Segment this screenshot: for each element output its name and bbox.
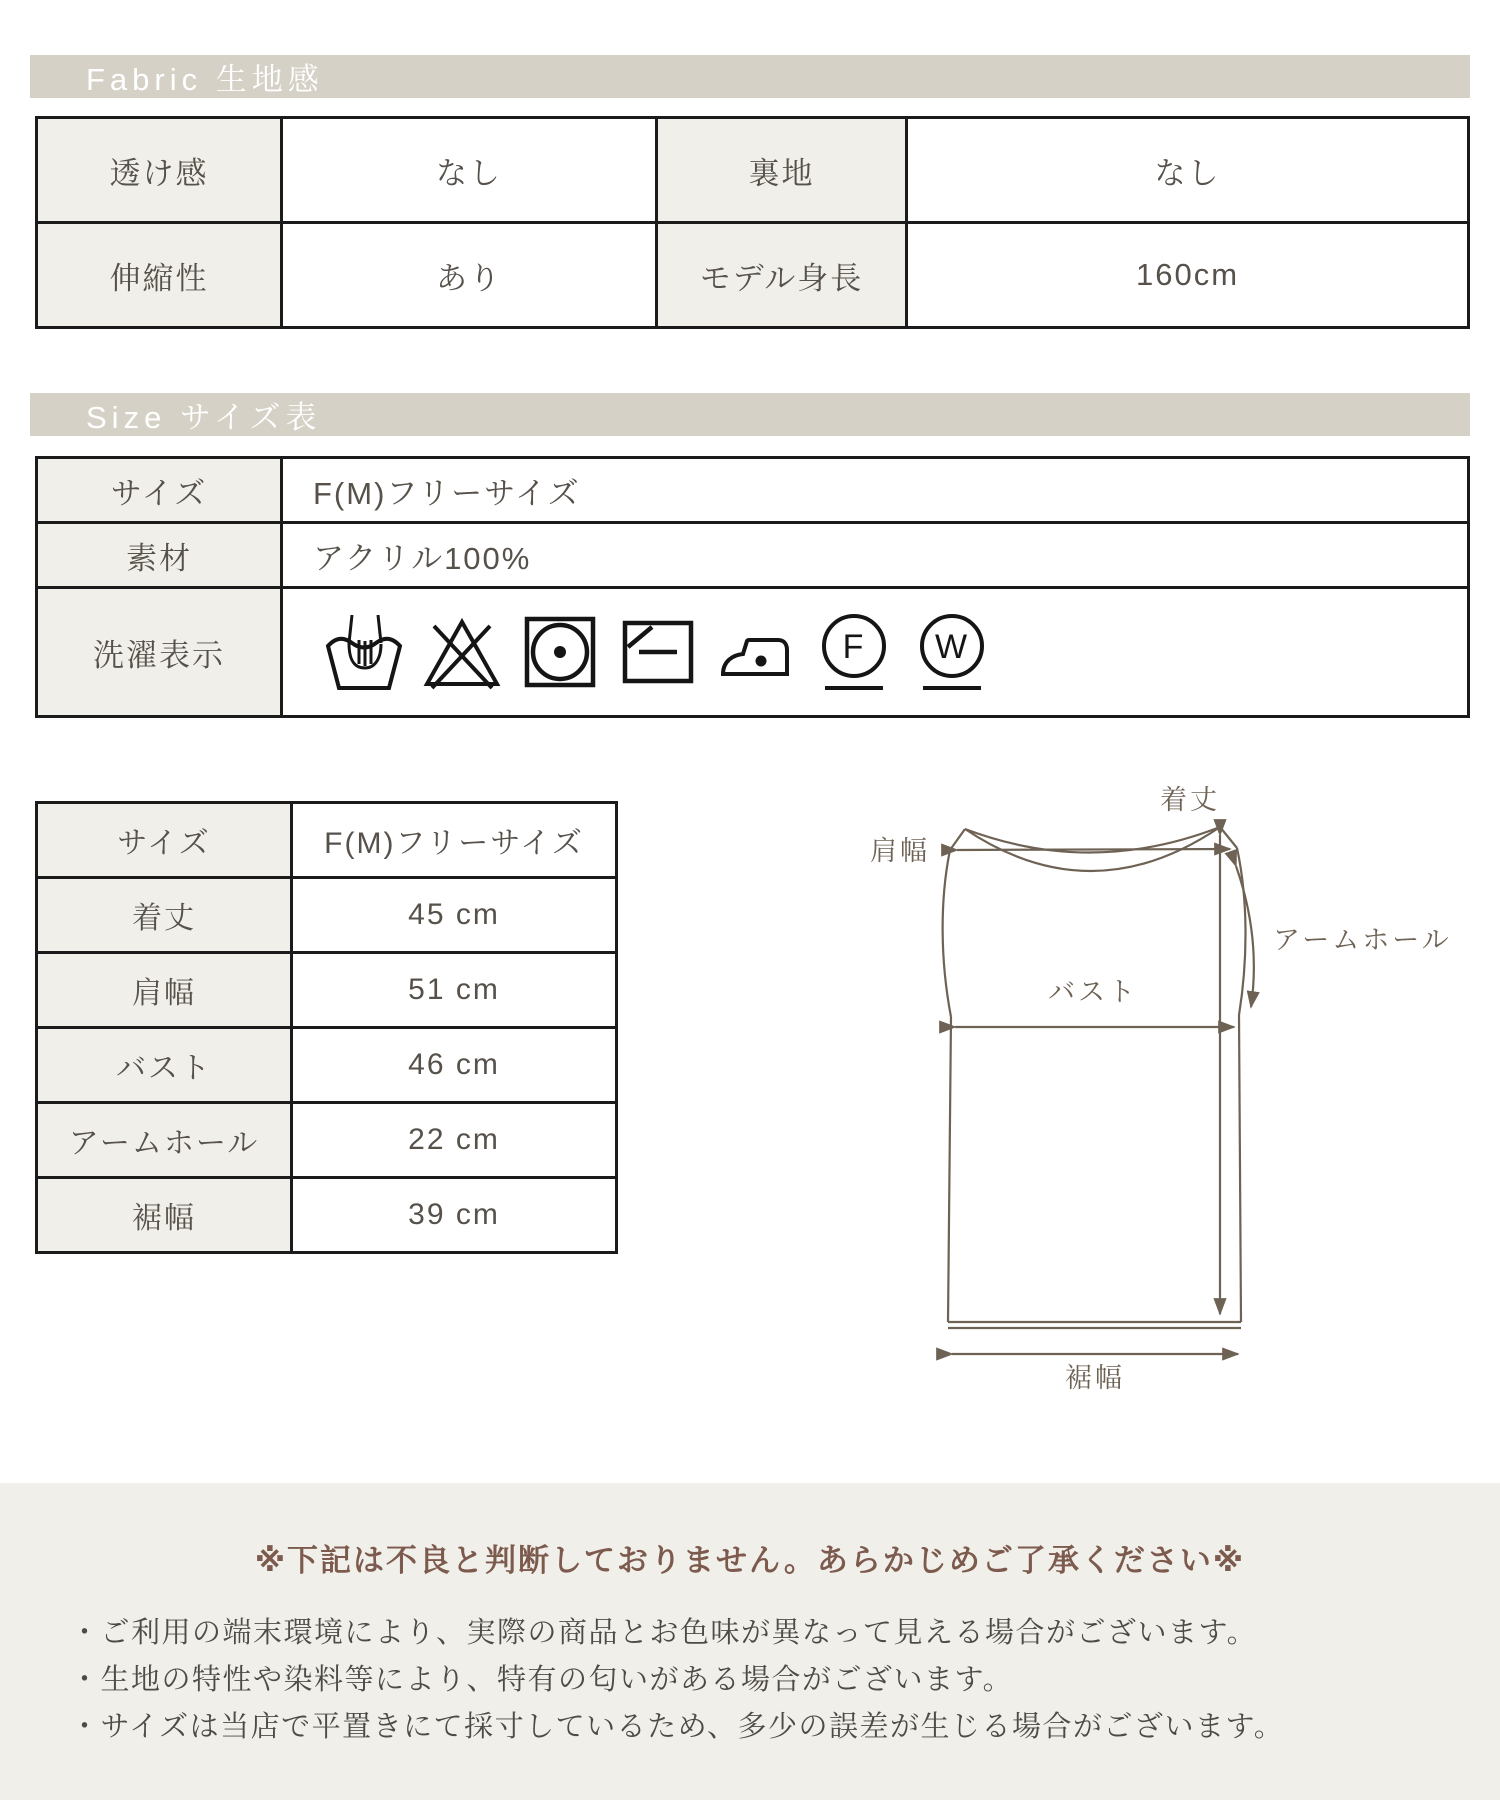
measure-value: 45 cm — [292, 878, 617, 953]
size-info-value: F(M)フリーサイズ — [282, 458, 1469, 523]
laundry-care-icons — [313, 610, 1466, 694]
fabric-table — [35, 116, 1470, 329]
measure-header-label: サイズ — [37, 803, 292, 878]
disclaimer-title: ※下記は不良と判断しておりません。あらかじめご了承ください※ — [254, 1543, 1246, 1578]
tumble-dry-low-icon — [519, 610, 601, 694]
garment-measurement-diagram — [800, 709, 1460, 1409]
left-shoulder-edge — [950, 829, 965, 850]
measure-value: 51 cm — [292, 953, 617, 1028]
svg-text:W: W — [934, 628, 970, 666]
measure-value: 39 cm — [292, 1178, 617, 1253]
fabric-row-label: 透け感 — [37, 118, 282, 223]
table-row — [37, 953, 617, 1028]
table-row — [37, 1028, 617, 1103]
table-row — [37, 118, 1469, 223]
diagram-label-hem: 裾幅 — [1065, 1363, 1125, 1393]
fabric-section-header — [30, 55, 1470, 98]
disclaimer-list — [0, 1610, 1500, 1751]
measure-value: 46 cm — [292, 1028, 617, 1103]
diagram-label-bust: バスト — [1048, 977, 1138, 1007]
fabric-row-value: なし — [282, 118, 657, 223]
table-row — [37, 588, 1469, 717]
diagram-label-shoulder: 肩幅 — [870, 836, 930, 866]
wet-clean-gentle-icon — [911, 610, 993, 694]
right-body-side — [1239, 1015, 1241, 1322]
table-row — [37, 458, 1469, 523]
table-row — [37, 878, 617, 953]
hand-wash-icon — [323, 610, 405, 694]
table-row — [37, 803, 617, 878]
measure-label: バスト — [37, 1028, 292, 1103]
disclaimer-section — [0, 1483, 1500, 1800]
fabric-row-label: 裏地 — [657, 118, 907, 223]
table-row — [37, 523, 1469, 588]
right-shoulder-edge — [1220, 827, 1237, 848]
measurements-table — [35, 801, 618, 1254]
fabric-section-title: Fabric 生地感 — [86, 62, 324, 97]
size-info-label: 素材 — [37, 523, 282, 588]
fabric-row-value: あり — [282, 223, 657, 328]
dry-flat-shade-icon — [617, 610, 699, 694]
left-armhole-side — [943, 850, 951, 1017]
size-section-title: Size サイズ表 — [86, 400, 322, 435]
measure-label: 肩幅 — [37, 953, 292, 1028]
left-body-side — [948, 1017, 951, 1322]
fabric-row-value: 160cm — [907, 223, 1469, 328]
size-info-table — [35, 456, 1470, 718]
measure-header-value: F(M)フリーサイズ — [292, 803, 617, 878]
measurements-section — [0, 785, 1500, 1393]
table-row — [37, 1178, 617, 1253]
disclaimer-item: ・サイズは当店で平置きにて採寸しているため、多少の誤差が生じる場合がございます。 — [70, 1711, 1285, 1743]
table-row — [37, 223, 1469, 328]
do-not-bleach-icon — [421, 610, 503, 694]
dry-clean-petroleum-gentle-icon — [813, 610, 895, 694]
shoulder-width-arrow — [957, 849, 1230, 850]
disclaimer-item: ・ご利用の端末環境により、実際の商品とお色味が異なって見える場合がございます。 — [70, 1617, 1258, 1649]
measure-value: 22 cm — [292, 1103, 617, 1178]
fabric-row-value: なし — [907, 118, 1469, 223]
size-info-value: アクリル100% — [282, 523, 1469, 588]
size-info-label: サイズ — [37, 458, 282, 523]
fabric-row-label: モデル身長 — [657, 223, 907, 328]
care-label: 洗濯表示 — [37, 588, 282, 717]
measure-label: 裾幅 — [37, 1178, 292, 1253]
measure-label: アームホール — [37, 1103, 292, 1178]
svg-text:F: F — [842, 628, 866, 666]
size-section-header — [30, 393, 1470, 436]
diagram-label-length: 着丈 — [1160, 785, 1220, 815]
diagram-label-armhole: アームホール — [1273, 925, 1452, 955]
disclaimer-item: ・生地の特性や染料等により、特有の匂いがある場合がございます。 — [70, 1664, 1014, 1696]
measure-label: 着丈 — [37, 878, 292, 953]
fabric-row-label: 伸縮性 — [37, 223, 282, 328]
table-row — [37, 1103, 617, 1178]
iron-low-icon — [715, 610, 797, 694]
